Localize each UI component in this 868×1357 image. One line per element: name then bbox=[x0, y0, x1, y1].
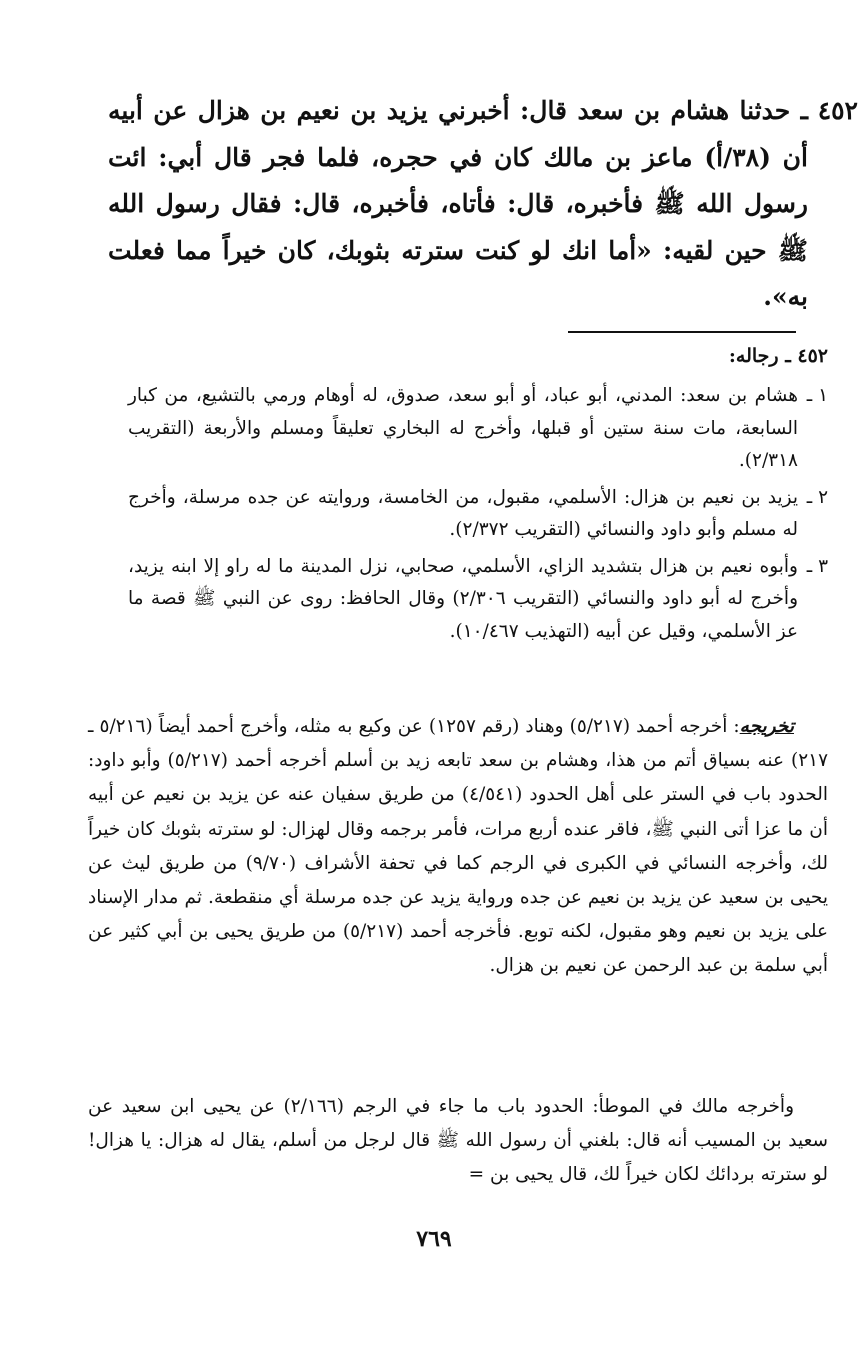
rijal-heading: ٤٥٢ ـ رجاله: bbox=[728, 345, 828, 367]
narrator-text: وأبوه نعيم بن هزال بتشديد الزاي، الأسلمي، صحابي، نزل المدينة ما له راو إلا ابنه يزيد، وأخرج له أبو داود والنسائي (التقريب ٢/٣٠٦) وقال الحافظ: روى عن النبي ﷺ قصة ما عز الأسلمي، وقيل عن أبيه (التهذيب ١٠/٤٦٧). bbox=[128, 555, 799, 642]
malik-paragraph: وأخرجه مالك في الموطأ: الحدود باب ما جاء في الرجم (٢/١٦٦) عن يحيى ابن سعيد عن سعيد بن المسيب أنه قال: بلغني أن رسول الله ﷺ قال لرجل من أسلم، يقال له هزال: يا هزال! لو سترته بردائك لكان خيراً لك، قال يحيى بن = bbox=[88, 1096, 828, 1186]
hadith-number: ٤٥٢ bbox=[817, 96, 858, 125]
takhrij-label: تخريجه bbox=[739, 716, 794, 737]
narrator-text: يزيد بن نعيم بن هزال: الأسلمي، مقبول، من الخامسة، وروايته عن جده مرسلة، وأخرج له مسلم وأبو داود والنسائي (التقريب ٢/٣٧٢). bbox=[128, 486, 798, 540]
narrator-item bbox=[128, 482, 828, 547]
narrator-list bbox=[128, 380, 828, 652]
takhrij-paragraph bbox=[88, 710, 828, 984]
narrator-text: هشام بن سعد: المدني، أبو عباد، أو أبو سعد، صدوق، له أوهام ورمي بالتشيع، من كبار السابعة، مات سنة ستين أو قبلها، وأخرج له البخاري تعليقاً ومسلم والأربعة (التقريب ٢/٣١٨). bbox=[128, 385, 798, 471]
hadith-body: ـ حدثنا هشام بن سعد قال: أخبرني يزيد بن نعيم بن هزال عن أبيه أن (٣٨/أ) ماعز بن مالك كان في حجره، فلما فجر قال أبي: ائت رسول الله ﷺ فأخبره، قال: فأتاه، فأخبره، قال: فقال رسول الله ﷺ حين لقيه: «أما انك لو كنت سترته بثوبك، كان خيراً مما فعلت به». bbox=[108, 96, 808, 311]
hadith-text bbox=[108, 88, 858, 321]
footnote-separator bbox=[568, 331, 796, 333]
page-number: ٧٦٩ bbox=[416, 1226, 452, 1252]
narrator-item bbox=[128, 551, 828, 649]
narrator-number: ٣ ـ bbox=[806, 555, 828, 577]
narrator-number: ٢ ـ bbox=[806, 486, 828, 508]
narrator-number: ١ ـ bbox=[806, 385, 828, 406]
takhrij-text: : أخرجه أحمد (٥/٢١٧) وهناد (رقم ١٢٥٧) عن وكيع به مثله، وأخرج أحمد أيضاً (٥/٢١٦ ـ ٢١٧) عنه بسياق أتم من هذا، وهشام بن سعد تابعه زيد بن أسلم أخرجه أحمد (٥/٢١٧) وأبو داود: الحدود باب في الستر على أهل الحدود (٤/٥٤١) من طريق سفيان عنه عن يزيد بن نعيم عن أبيه أن ما عزا أتى النبي ﷺ، فاقر عنده أربع مرات، فأمر برجمه وقال لهزال: لو سترته بثوبك كان خيراً لك، وأخرجه النسائي في الكبرى في الرجم كما في تحفة الأشراف (٩/٧٠) من طريق ليث عن يحيى بن سعيد عن يزيد بن نعيم عن جده ورواية يزيد عن جده مرسلة أي منقطعة. ثم مدار الإسناد على يزيد بن نعيم وهو مقبول، لكنه توبع. فأخرجه أحمد (٥/٢١٧) من طريق يحيى بن أبي كثير عن أبي سلمة بن عبد الرحمن عن نعيم بن هزال. bbox=[88, 716, 829, 977]
narrator-item bbox=[128, 380, 828, 478]
